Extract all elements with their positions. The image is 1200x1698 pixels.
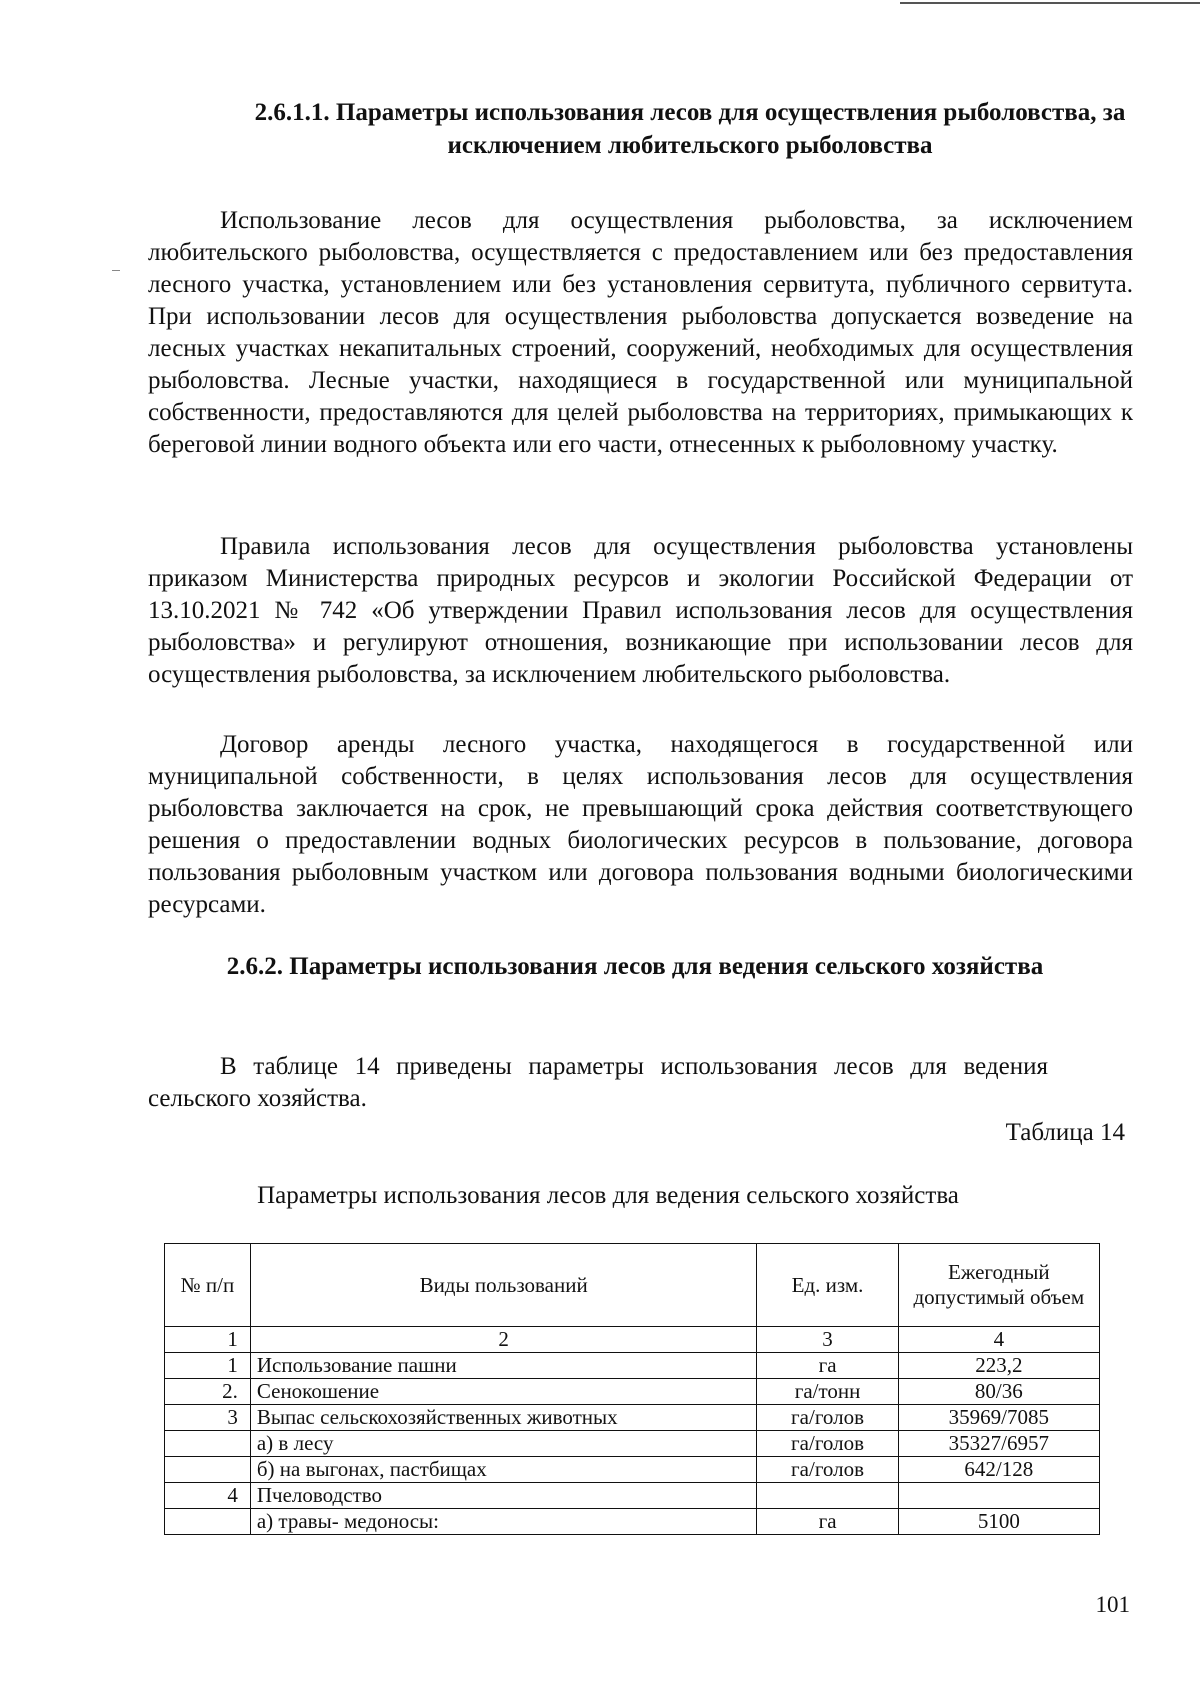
paragraph-lease-agreement: Договор аренды лесного участка, находящегося в государственной или муниципальной собственности, в целях использования лесов для осуществления рыболовства заключается на срок, не превышающий срока действия соответствующего решения о предоставлении водных биологических ресурсов в пользование, договора пользования рыболовным участком или договора пользования водными биологическими ресурсами. bbox=[148, 731, 1133, 918]
row-volume: 35327/6957 bbox=[898, 1431, 1099, 1457]
table-row bbox=[165, 1353, 1100, 1379]
row-usage-type: Использование пашни bbox=[250, 1353, 757, 1379]
row-unit bbox=[757, 1483, 898, 1509]
row-unit: га/голов bbox=[757, 1457, 898, 1483]
table-row bbox=[165, 1457, 1100, 1483]
page-number: 101 bbox=[1095, 1592, 1130, 1617]
row-volume: 5100 bbox=[898, 1509, 1099, 1535]
table-caption: Параметры использования лесов для ведения сельского хозяйства bbox=[257, 1182, 959, 1209]
table-column-numbers-row bbox=[165, 1327, 1100, 1353]
row-volume bbox=[898, 1483, 1099, 1509]
table-number: Таблица 14 bbox=[1005, 1119, 1125, 1146]
column-number: 1 bbox=[165, 1327, 251, 1353]
paragraph-fishing-rules: Правила использования лесов для осуществления рыболовства установлены приказом Министерства природных ресурсов и экологии Российской Федерации от 13.10.2021 № 742 «Об утверждении Правил использования лесов для осуществления рыболовства» и регулируют отношения, возникающие при использовании лесов для осуществления рыболовства, за исключением любительского рыболовства. bbox=[148, 533, 1133, 688]
row-number: 3 bbox=[165, 1405, 251, 1431]
section-heading-fishing: 2.6.1.1. Параметры использования лесов для осуществления рыболовства, за исключением любительского рыболовства bbox=[254, 99, 1126, 159]
row-volume: 642/128 bbox=[898, 1457, 1099, 1483]
row-number bbox=[165, 1509, 251, 1535]
row-usage-type: а) травы- медоносы: bbox=[250, 1509, 757, 1535]
row-number: 2. bbox=[165, 1379, 251, 1405]
header-usage-type: Виды пользований bbox=[250, 1244, 757, 1327]
row-unit: га/тонн bbox=[757, 1379, 898, 1405]
table-row bbox=[165, 1431, 1100, 1457]
paragraph-fishing-usage: Использование лесов для осуществления рыболовства, за исключением любительского рыболовства, осуществляется с предоставлением или без предоставления лесного участка, установлением или без установления сервитута, публичного сервитута. При использовании лесов для осуществления рыболовства допускается возведение на лесных участках некапитальных строений, сооружений, необходимых для осуществления рыболовства. Лесные участки, находящиеся в государственной или муниципальной собственности, предоставляются для целей рыболовства на территориях, примыкающих к береговой линии водного объекта или его части, отнесенных к рыболовному участку. bbox=[148, 207, 1133, 458]
header-unit: Ед. изм. bbox=[757, 1244, 898, 1327]
row-usage-type: Выпас сельскохозяйственных животных bbox=[250, 1405, 757, 1431]
scan-edge-line bbox=[900, 2, 1200, 4]
header-annual-volume: Ежегодный допустимый объем bbox=[898, 1244, 1099, 1327]
row-usage-type: Пчеловодство bbox=[250, 1483, 757, 1509]
row-unit: га bbox=[757, 1509, 898, 1535]
row-usage-type: Сенокошение bbox=[250, 1379, 757, 1405]
row-unit: га/голов bbox=[757, 1405, 898, 1431]
row-number bbox=[165, 1431, 251, 1457]
scan-margin-mark bbox=[112, 270, 120, 271]
row-unit: га bbox=[757, 1353, 898, 1379]
column-number: 3 bbox=[757, 1327, 898, 1353]
table-row bbox=[165, 1509, 1100, 1535]
section-heading-agriculture: 2.6.2. Параметры использования лесов для ведения сельского хозяйства bbox=[226, 953, 1044, 980]
row-number: 4 bbox=[165, 1483, 251, 1509]
paragraph-table-intro: В таблице 14 приведены параметры использования лесов для ведения сельского хозяйства. bbox=[148, 1053, 1048, 1112]
table-row bbox=[165, 1483, 1100, 1509]
agriculture-params-table bbox=[164, 1243, 1100, 1535]
header-number: № п/п bbox=[165, 1244, 251, 1327]
row-number: 1 bbox=[165, 1353, 251, 1379]
column-number: 2 bbox=[250, 1327, 757, 1353]
row-volume: 35969/7085 bbox=[898, 1405, 1099, 1431]
column-number: 4 bbox=[898, 1327, 1099, 1353]
row-unit: га/голов bbox=[757, 1431, 898, 1457]
table-row bbox=[165, 1405, 1100, 1431]
row-usage-type: б) на выгонах, пастбищах bbox=[250, 1457, 757, 1483]
table-row bbox=[165, 1379, 1100, 1405]
row-volume: 223,2 bbox=[898, 1353, 1099, 1379]
row-usage-type: а) в лесу bbox=[250, 1431, 757, 1457]
row-volume: 80/36 bbox=[898, 1379, 1099, 1405]
table-header-row bbox=[165, 1244, 1100, 1327]
row-number bbox=[165, 1457, 251, 1483]
